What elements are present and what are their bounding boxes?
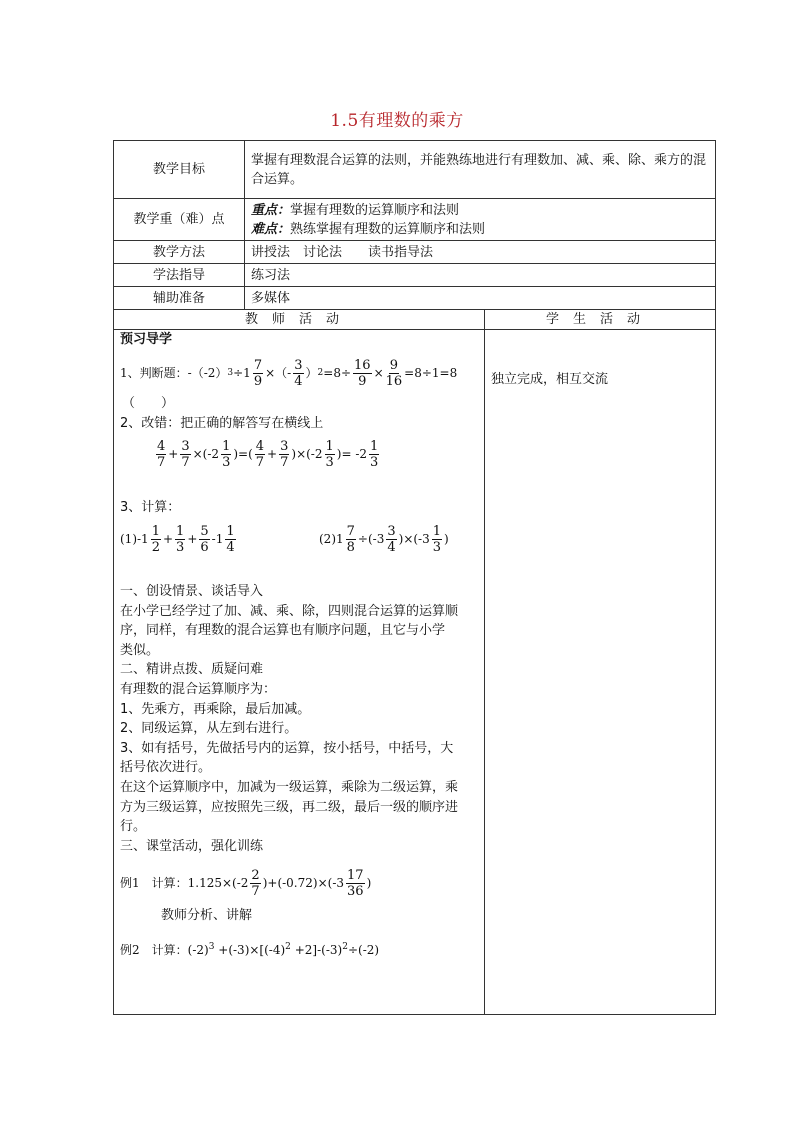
question-3a: (1)-1 $\frac{1}{2}$ + $\frac{1}{3}$ + $\frac{5}{6}$ -1 $\frac{1}{4}$ — [120, 523, 235, 555]
page-title: 1.5有理数的乘方 — [330, 111, 464, 131]
q1-end: =8÷1=8 — [404, 365, 458, 380]
row-label: 教学目标 — [114, 141, 245, 199]
row-value: 掌握有理数混合运算的法则，并能熟练地进行有理数加、减、乘、除、乘方的混合运算。 — [245, 141, 716, 199]
fraction: $\frac{3}{4}$ — [294, 357, 303, 389]
body-line: 二、精讲点拨、质疑问难 — [120, 662, 264, 678]
example-1-label: 例1 计算： — [120, 875, 188, 890]
body-line: 序，同样，有理数的混合运算也有顺序问题，且它与小学 — [120, 623, 446, 639]
example-2: 例2 计算：$(-2)^3 +(-3)\times[(-4)^2 +2]-(-3)^2\div(-2)$ — [120, 942, 380, 957]
body-line: 3、如有括号，先做括号内的运算，按小括号，中括号，大 — [120, 740, 454, 756]
body-line: 1、先乘方，再乘除，最后加减。 — [120, 701, 311, 717]
row-value — [245, 199, 716, 241]
row-label: 教学重（难）点 — [114, 199, 245, 241]
q1-prefix: 1、判断题：-（-2） — [120, 365, 228, 380]
body-line: 行。 — [120, 819, 147, 835]
q1-answer-blank: （ ） — [122, 396, 175, 411]
preview-heading: 预习导学 — [120, 332, 173, 347]
q1-eq: =8÷ — [323, 365, 352, 380]
table-row — [114, 310, 716, 330]
q1-div: ÷1 — [233, 365, 251, 380]
body-line: 2、同级运算，从左到右进行。 — [120, 721, 298, 737]
fraction: $\frac{16}{9}$ — [354, 357, 371, 389]
body-line: 有理数的混合运算顺序为： — [120, 681, 277, 697]
body-line: 括号依次进行。 — [120, 760, 212, 776]
teacher-activity-cell — [114, 330, 485, 1015]
teacher-activity-header: 教师活动 — [114, 310, 485, 330]
row-value: 讲授法 讨论法 读书指导法 — [245, 241, 716, 264]
example-1: 例1 计算： 1.125×(-2 $\frac{2}{7}$ )+(-0.72)×(-3 $\frac{17}{36}$ ) — [120, 867, 372, 899]
lesson-plan-table — [113, 140, 716, 1015]
question-2: 2、改错：把正确的解答写在横线上 — [120, 416, 324, 431]
table-row — [114, 241, 716, 264]
key-point-label: 重点： — [251, 202, 291, 218]
student-note: 独立完成，相互交流 — [491, 372, 609, 387]
row-label: 教学方法 — [114, 241, 245, 264]
fraction: $\frac{7}{9}$ — [253, 357, 263, 389]
body-line: 在小学已经学过了加、减、乘、除，四则混合运算的运算顺 — [120, 603, 459, 619]
table-row — [114, 199, 716, 241]
fraction: $\frac{9}{16}$ — [385, 357, 403, 389]
body-line: 一、创设情景、谈话导入 — [120, 584, 264, 599]
body-line: 方为三级运算，应按照先三级，再二级，最后一级的顺序进 — [120, 799, 459, 815]
example-2-label: 例2 计算： — [120, 943, 188, 957]
teacher-analysis: 教师分析、讲解 — [161, 908, 253, 923]
body-line: 在这个运算顺序中，加减为一级运算，乘除为二级运算，乘 — [120, 779, 459, 795]
lesson-body — [120, 582, 480, 856]
row-label: 学法指导 — [114, 264, 245, 287]
q1-mid2: ） — [305, 365, 318, 380]
q1-mid: ×（- — [265, 365, 292, 380]
table-row — [114, 330, 716, 1015]
q1-times: × — [373, 365, 384, 380]
q1-exponent2: 2 — [317, 367, 324, 378]
q1-exponent: 3 — [227, 367, 234, 378]
row-label: 辅助准备 — [114, 287, 245, 310]
question-3: 3、计算： — [120, 500, 181, 515]
question-2-expression: $\frac{4}{7}$ + $\frac{3}{7}$ ×(-2 $\frac{1}{3}$ )=( $\frac{4}{7}$ + $\frac{3}{7}$ )×(-2 $\frac{1}{3}$ )= -2 $\frac{1}{3}$ — [157, 438, 379, 470]
question-1 — [120, 350, 457, 396]
table-row — [114, 141, 716, 199]
key-point-text: 掌握有理数的运算顺序和法则 — [290, 202, 460, 218]
question-3b: (2)1 $\frac{7}{8}$ ÷(-3 $\frac{3}{4}$ )×(-3 $\frac{1}{3}$ ) — [319, 523, 449, 555]
table-row — [114, 287, 716, 310]
body-line: 三、课堂活动，强化训练 — [120, 838, 264, 854]
body-line: 类似。 — [120, 642, 160, 658]
row-value: 多媒体 — [245, 287, 716, 310]
difficulty-label: 难点： — [251, 221, 291, 237]
table-row — [114, 264, 716, 287]
student-activity-header: 学生活动 — [485, 310, 716, 330]
student-activity-cell — [485, 330, 716, 1015]
difficulty-text: 熟练掌握有理数的运算顺序和法则 — [290, 221, 486, 237]
row-value: 练习法 — [245, 264, 716, 287]
